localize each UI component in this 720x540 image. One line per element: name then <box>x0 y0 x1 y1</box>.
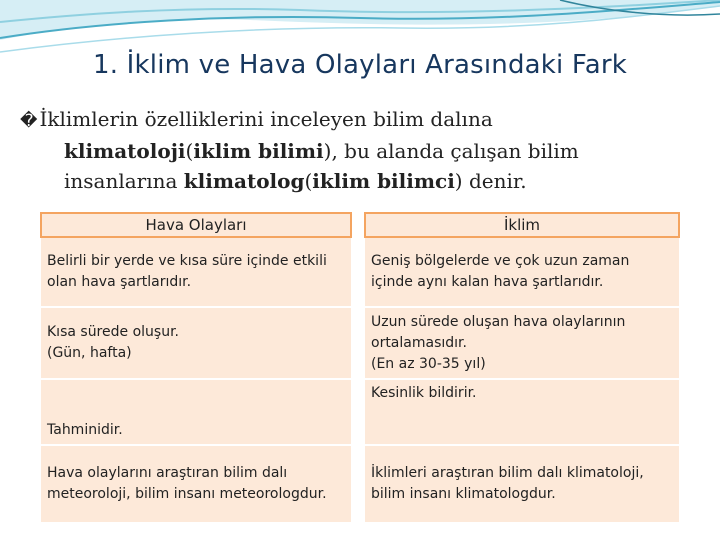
cell-hava-duration: Kısa sürede oluşur. (Gün, hafta) <box>41 307 351 379</box>
cell-iklim-duration: Uzun sürede oluşan hava olaylarının ortalamasıdır. (En az 30-35 yıl) <box>365 307 679 379</box>
intro-text-4: insanlarına <box>64 169 184 193</box>
header-gap <box>351 213 365 237</box>
intro-text-1: İklimlerin özelliklerini inceleyen bilim dalına <box>39 107 493 131</box>
term-klimatolog: klimatolog <box>183 169 305 193</box>
table-row <box>41 307 679 379</box>
term-iklim-bilimi: iklim bilimi <box>193 139 324 163</box>
cell-iklim-certainty: Kesinlik bildirir. <box>365 379 679 445</box>
intro-text-6: ) denir. <box>454 169 527 193</box>
intro-line-3 <box>20 166 680 196</box>
comparison-table <box>40 212 680 524</box>
cell-gap <box>351 237 365 307</box>
table-header-row <box>41 213 679 237</box>
paren-open-1: ( <box>185 139 194 163</box>
cell-gap <box>351 379 365 445</box>
cell-gap <box>351 445 365 523</box>
header-iklim: İklim <box>365 213 679 237</box>
cell-hava-definition: Belirli bir yerde ve kısa süre içinde etkili olan hava şartlarıdır. <box>41 237 351 307</box>
cell-hava-certainty: Tahminidir. <box>41 379 351 445</box>
cell-hava-science: Hava olaylarını araştıran bilim dalı meteoroloji, bilim insanı meteorologdur. <box>41 445 351 523</box>
table-row <box>41 379 679 445</box>
term-klimatoloji: klimatoloji <box>64 139 186 163</box>
header-hava-olaylari: Hava Olayları <box>41 213 351 237</box>
cell-gap <box>351 307 365 379</box>
cell-iklim-science: İklimleri araştıran bilim dalı klimatoloji, bilim insanı klimatologdur. <box>365 445 679 523</box>
intro-paragraph <box>20 104 680 196</box>
table-row <box>41 445 679 523</box>
paren-open-2: ( <box>304 169 313 193</box>
bullet-glyph: � <box>20 111 38 131</box>
cell-iklim-definition: Geniş bölgelerde ve çok uzun zaman içinde aynı kalan hava şartlarıdır. <box>365 237 679 307</box>
term-iklim-bilimci: iklim bilimci <box>312 169 455 193</box>
slide-title: 1. İklim ve Hava Olayları Arasındaki Fark <box>93 50 627 80</box>
intro-line-2 <box>20 136 680 166</box>
intro-text-3: ), bu alanda çalışan bilim <box>323 139 579 163</box>
table-row <box>41 237 679 307</box>
